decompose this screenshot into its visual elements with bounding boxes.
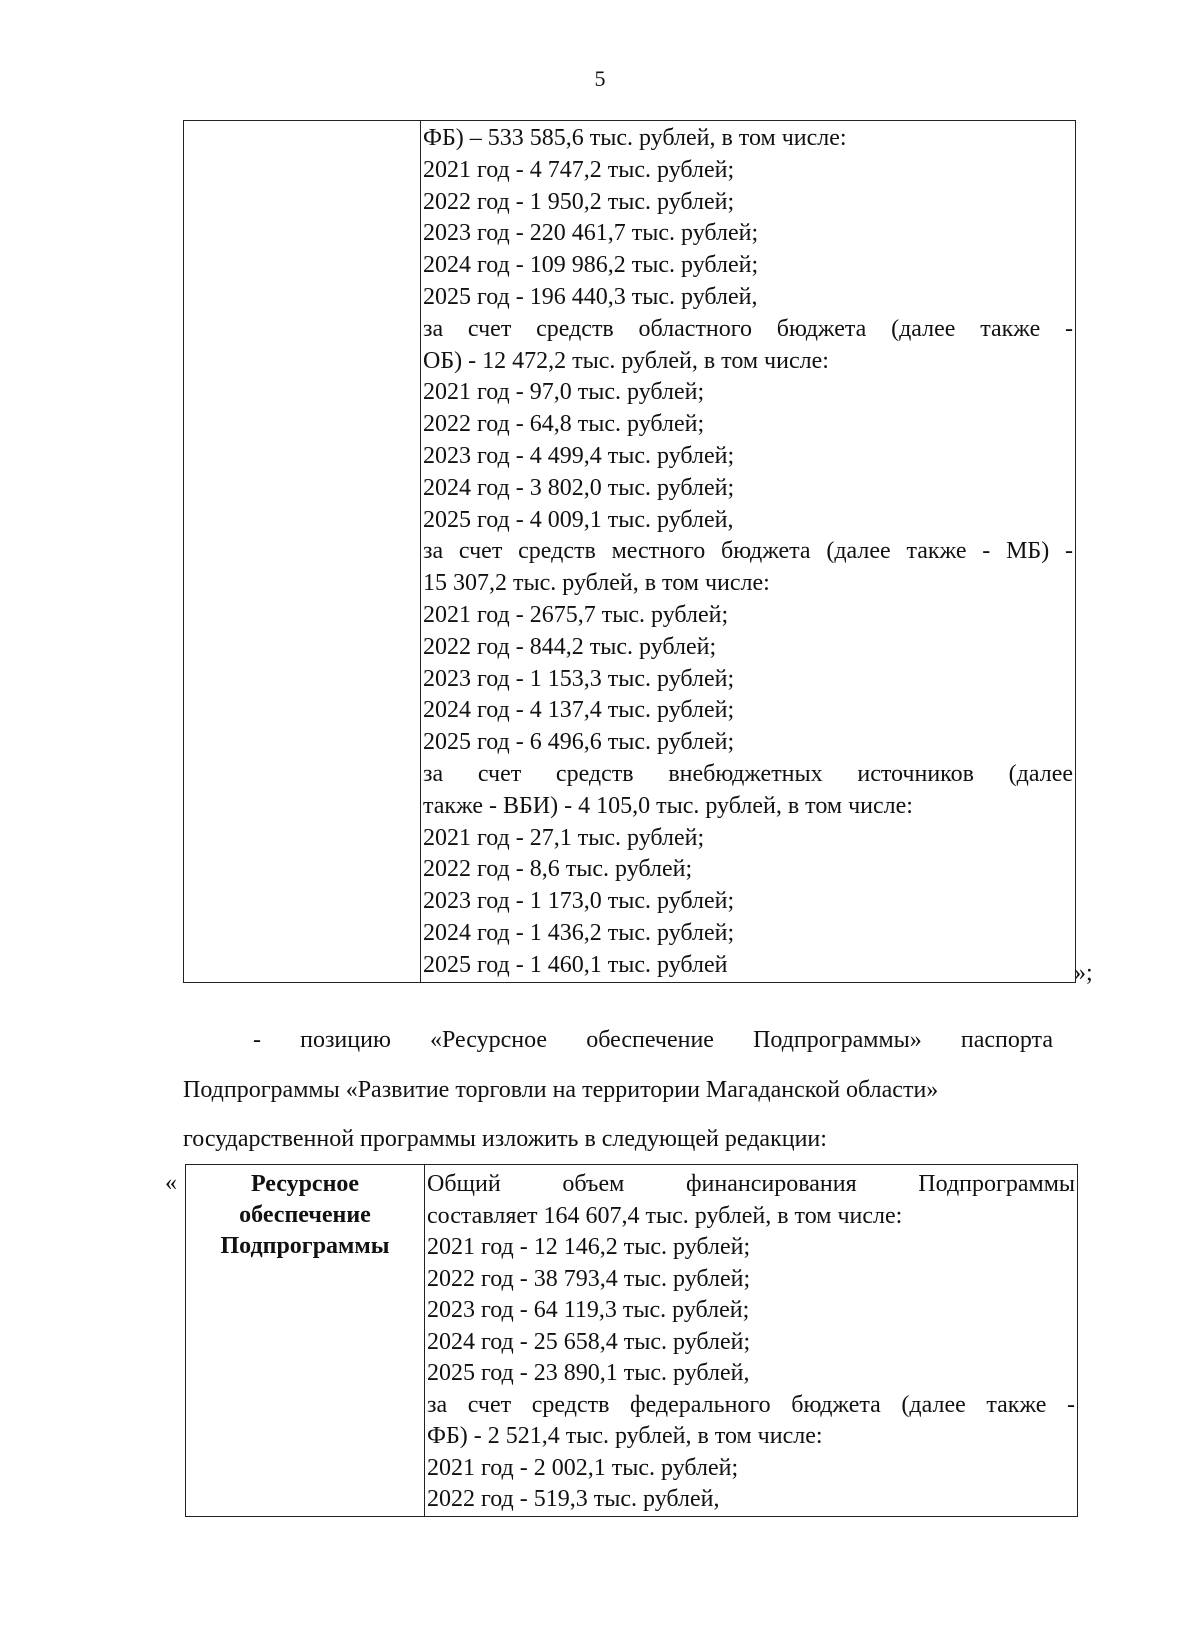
text-line: за счет средств местного бюджета (далее также - МБ) - [423, 538, 1073, 565]
text-line: 2025 год - 6 496,6 тыс. рублей; [423, 729, 735, 756]
text-line: 2022 год - 519,3 тыс. рублей, [427, 1486, 720, 1512]
text-line: 2024 год - 3 802,0 тыс. рублей; [423, 474, 735, 501]
paragraph-text: - позицию «Ресурсное обеспечение Подпрограммы» паспорта [253, 1027, 1053, 1053]
text-line: ОБ) - 12 472,2 тыс. рублей, в том числе: [423, 347, 829, 374]
text-line: 2022 год - 1 950,2 тыс. рублей; [423, 188, 735, 215]
text-line: 2021 год - 97,0 тыс. рублей; [423, 379, 705, 406]
text-line: Общий объем финансирования Подпрограммы [427, 1171, 1075, 1197]
text-line: ФБ) - 2 521,4 тыс. рублей, в том числе: [427, 1423, 823, 1449]
text-line: ФБ) – 533 585,6 тыс. рублей, в том числе: [423, 125, 847, 151]
text-line: 2025 год - 4 009,1 тыс. рублей, [423, 506, 734, 533]
text-line: за счет средств внебюджетных источников (далее [423, 760, 1073, 787]
text-line: 2021 год - 2 002,1 тыс. рублей; [427, 1454, 739, 1481]
table-row [186, 1165, 1078, 1517]
text-line: за счет средств областного бюджета (далее также - [423, 315, 1073, 342]
text-line: 2022 год - 64,8 тыс. рублей; [423, 411, 705, 438]
text-line: 2021 год - 2675,7 тыс. рублей; [423, 601, 729, 628]
table-row [184, 121, 1076, 983]
text-line: 2024 год - 1 436,2 тыс. рублей; [423, 919, 735, 946]
text-line: 2024 год - 109 986,2 тыс. рублей; [423, 252, 759, 279]
resource-table-new [185, 1164, 1078, 1517]
value-cell [425, 1165, 1078, 1517]
text-line: 2021 год - 4 747,2 тыс. рублей; [423, 156, 735, 183]
text-line: 2025 год - 23 890,1 тыс. рублей, [427, 1360, 750, 1386]
text-line: 2023 год - 220 461,7 тыс. рублей; [423, 220, 759, 247]
text-line: также - ВБИ) - 4 105,0 тыс. рублей, в том числе: [423, 792, 913, 819]
closing-quote: »; [1074, 960, 1093, 986]
instruction-paragraph-line-3: государственной программы изложить в следующей редакции: [183, 1126, 827, 1152]
label-line: Подпрограммы [220, 1233, 390, 1259]
text-line: 2024 год - 25 658,4 тыс. рублей; [427, 1328, 751, 1355]
label-line: обеспечение [239, 1202, 371, 1228]
text-line: 2024 год - 4 137,4 тыс. рублей; [423, 697, 735, 724]
opening-quote: « [165, 1170, 177, 1196]
text-line: 2023 год - 1 173,0 тыс. рублей; [423, 888, 735, 915]
resource-table-continued [183, 120, 1076, 983]
text-line: составляет 164 607,4 тыс. рублей, в том числе: [427, 1202, 903, 1229]
label-line: Ресурсное [250, 1171, 360, 1197]
text-line: за счет средств федерального бюджета (далее также - [427, 1391, 1075, 1418]
text-line: 2022 год - 38 793,4 тыс. рублей; [427, 1265, 751, 1292]
text-line: 15 307,2 тыс. рублей, в том числе: [423, 570, 770, 597]
text-line: 2022 год - 844,2 тыс. рублей; [423, 633, 717, 660]
label-cell-empty [184, 121, 421, 983]
text-line: 2023 год - 64 119,3 тыс. рублей; [427, 1297, 750, 1323]
text-line: 2025 год - 1 460,1 тыс. рублей [423, 951, 728, 978]
text-line: 2021 год - 12 146,2 тыс. рублей; [427, 1234, 751, 1260]
label-cell [186, 1165, 425, 1517]
text-line: 2022 год - 8,6 тыс. рублей; [423, 856, 693, 883]
instruction-paragraph-line-1 [183, 1025, 1053, 1055]
instruction-paragraph-line-2: Подпрограммы «Развитие торговли на территории Магаданской области» [183, 1077, 939, 1103]
value-cell [421, 121, 1076, 983]
text-line: 2025 год - 196 440,3 тыс. рублей, [423, 283, 758, 310]
text-line: 2023 год - 4 499,4 тыс. рублей; [423, 442, 735, 469]
page-number: 5 [594, 66, 606, 91]
text-line: 2021 год - 27,1 тыс. рублей; [423, 824, 705, 851]
text-line: 2023 год - 1 153,3 тыс. рублей; [423, 665, 735, 692]
